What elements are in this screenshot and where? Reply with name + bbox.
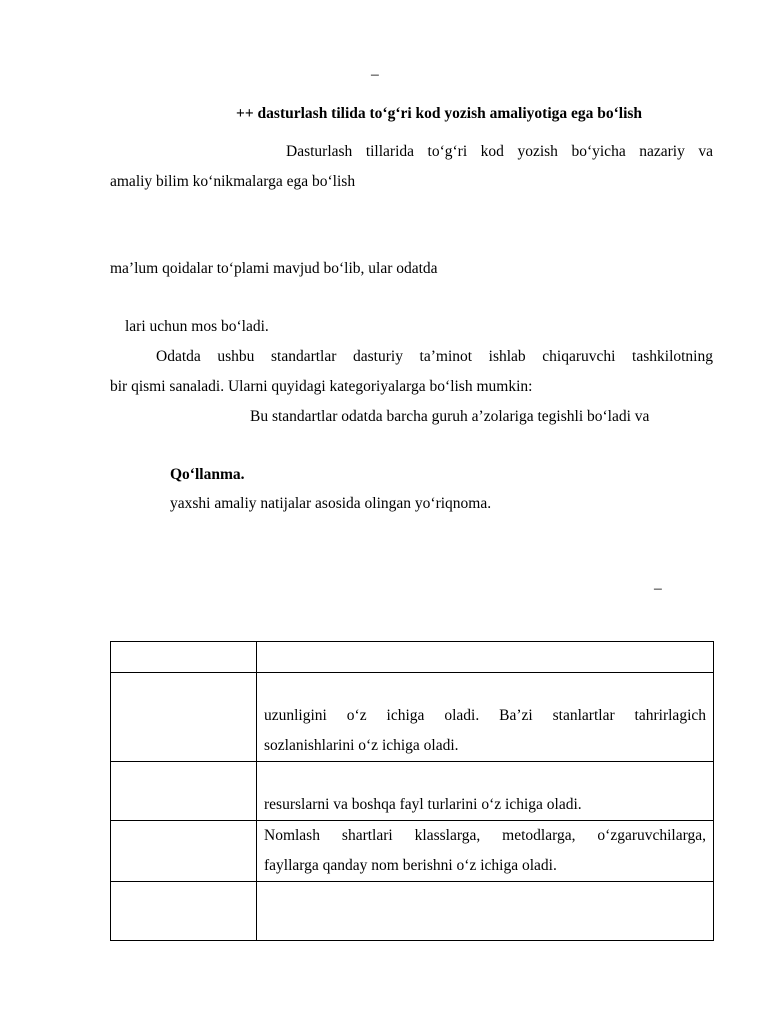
table-row [111, 821, 714, 882]
cell-line: resurslarni va boshqa fayl turlarini o‘z ichiga oladi. [264, 796, 582, 813]
table-cell-description [257, 762, 714, 821]
guide-text: yaxshi amaliy natijalar asosida olingan yo‘riqnoma. [170, 495, 492, 512]
cell-line: fayllarga qanday nom berishni o‘z ichiga oladi. [264, 857, 557, 874]
text-line-3: ma’lum qoidalar to‘plami mavjud bo‘lib, ular odatda [110, 260, 438, 277]
table-cell-description [257, 673, 714, 762]
table-cell-description [257, 821, 714, 882]
table-cell-description [257, 642, 714, 673]
cell-line: sozlanishlarini o‘z ichiga oladi. [264, 737, 459, 754]
table-cell-category [111, 642, 257, 673]
table-row [111, 642, 714, 673]
table-row [111, 882, 714, 941]
guide-title: Qo‘llanma. [170, 466, 245, 483]
paragraph-2-line-2: bir qismi sanaladi. Ularni quyidagi kategoriyalarga bo‘lish mumkin: [110, 378, 533, 395]
text-line-7: Bu standartlar odatda barcha guruh a’zolariga tegishli bo‘ladi va [250, 408, 650, 425]
table-row [111, 673, 714, 762]
top-dash: – [371, 66, 379, 83]
table-cell-description [257, 882, 714, 941]
paragraph-1-line-1: Dasturlash tillarida to‘g‘ri kod yozish bo‘yicha nazariy va [286, 143, 713, 160]
cell-line: Nomlash shartlari klasslarga, metodlarga, o‘zgaruvchilarga, [264, 827, 706, 844]
paragraph-1-line-2: amaliy bilim ko‘nikmalarga ega bo‘lish [110, 173, 356, 190]
table-cell-category [111, 673, 257, 762]
paragraph-2-line-1: Odatda ushbu standartlar dasturiy ta’minot ishlab chiqaruvchi tashkilotning [156, 348, 713, 365]
table-cell-category [111, 882, 257, 941]
standards-table [110, 641, 714, 941]
middle-dash: – [654, 580, 662, 597]
table-cell-category [111, 762, 257, 821]
text-line-4: lari uchun mos bo‘ladi. [125, 318, 269, 335]
table-cell-category [111, 821, 257, 882]
cell-line: uzunligini o‘z ichiga oladi. Ba’zi stanlartlar tahrirlagich [264, 707, 706, 724]
table-row [111, 762, 714, 821]
section-heading: ++ dasturlash tilida to‘g‘ri kod yozish amaliyotiga ega bo‘lish [236, 105, 643, 122]
